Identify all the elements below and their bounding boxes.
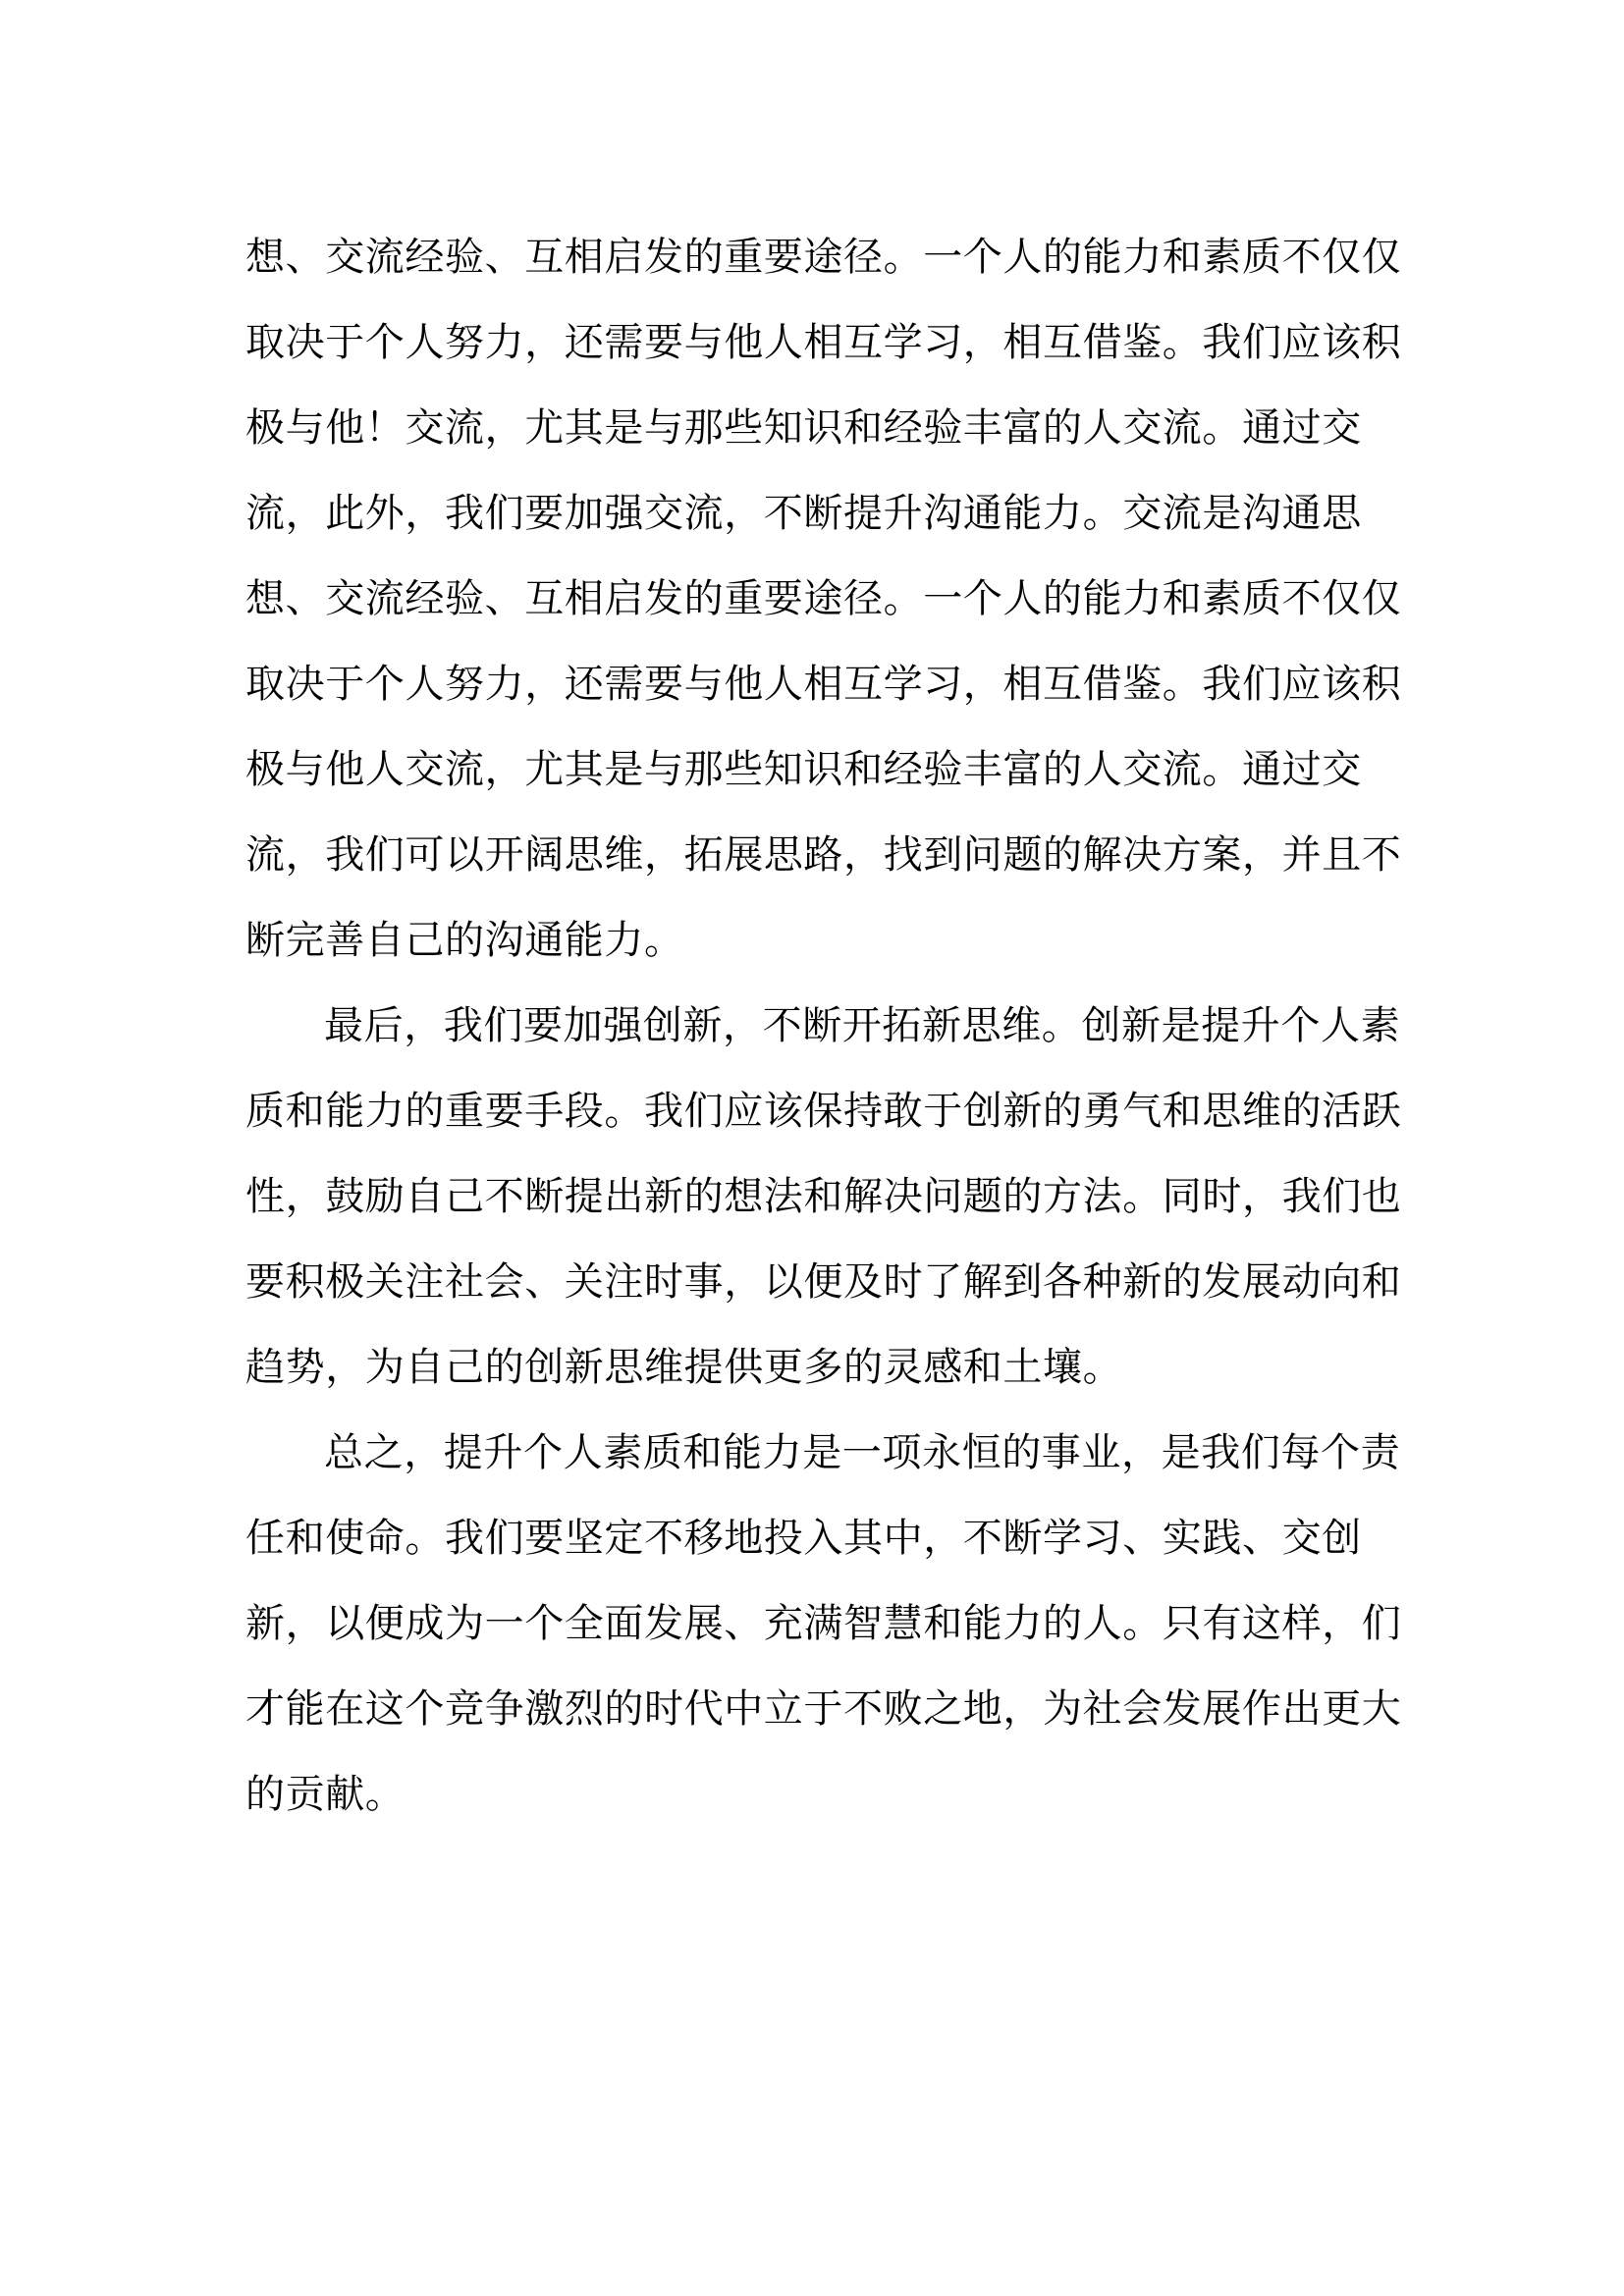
text-line: 新，以便成为一个全面发展、充满智慧和能力的人。只有这样，们	[245, 1601, 1402, 1646]
text-line: 的贡献。	[245, 1772, 406, 1817]
text-line: 任和使命。我们要坚定不移地投入其中，不断学习、实践、交创	[245, 1516, 1362, 1561]
text-line: 极与他！交流，尤其是与那些知识和经验丰富的人交流。通过交	[245, 405, 1362, 451]
paragraph-innovation	[245, 996, 1402, 1423]
text-line: 断完善自己的沟通能力。	[245, 918, 684, 963]
text-line: 才能在这个竞争激烈的时代中立于不败之地，为社会发展作出更大	[245, 1686, 1402, 1732]
text-line: 流，我们可以开阔思维，拓展思路，找到问题的解决方案，并且不	[245, 832, 1402, 878]
text-line: 趋势，为自己的创新思维提供更多的灵感和土壤。	[245, 1345, 1123, 1390]
text-line: 想、交流经验、互相启发的重要途径。一个人的能力和素质不仅仅	[245, 576, 1402, 621]
text-line-indented: 总之，提升个人素质和能力是一项永恒的事业，是我们每个责	[324, 1430, 1401, 1475]
document-body	[245, 228, 1402, 1850]
text-line: 取决于个人努力，还需要与他人相互学习，相互借鉴。我们应该积	[245, 320, 1402, 365]
text-line: 性，鼓励自己不断提出新的想法和解决问题的方法。同时，我们也	[245, 1174, 1402, 1219]
paragraph-communication	[245, 228, 1402, 996]
text-line: 极与他人交流，尤其是与那些知识和经验丰富的人交流。通过交	[245, 747, 1362, 792]
text-line: 流，此外，我们要加强交流，不断提升沟通能力。交流是沟通思	[245, 491, 1362, 536]
text-line: 取决于个人努力，还需要与他人相互学习，相互借鉴。我们应该积	[245, 662, 1402, 707]
paragraph-conclusion	[245, 1423, 1402, 1850]
text-line: 想、交流经验、互相启发的重要途径。一个人的能力和素质不仅仅	[245, 235, 1402, 280]
text-line: 要积极关注社会、关注时事，以便及时了解到各种新的发展动向和	[245, 1259, 1402, 1305]
text-line-indented: 最后，我们要加强创新，不断开拓新思维。创新是提升个人素	[324, 1003, 1401, 1048]
text-line: 质和能力的重要手段。我们应该保持敢于创新的勇气和思维的活跃	[245, 1089, 1402, 1134]
